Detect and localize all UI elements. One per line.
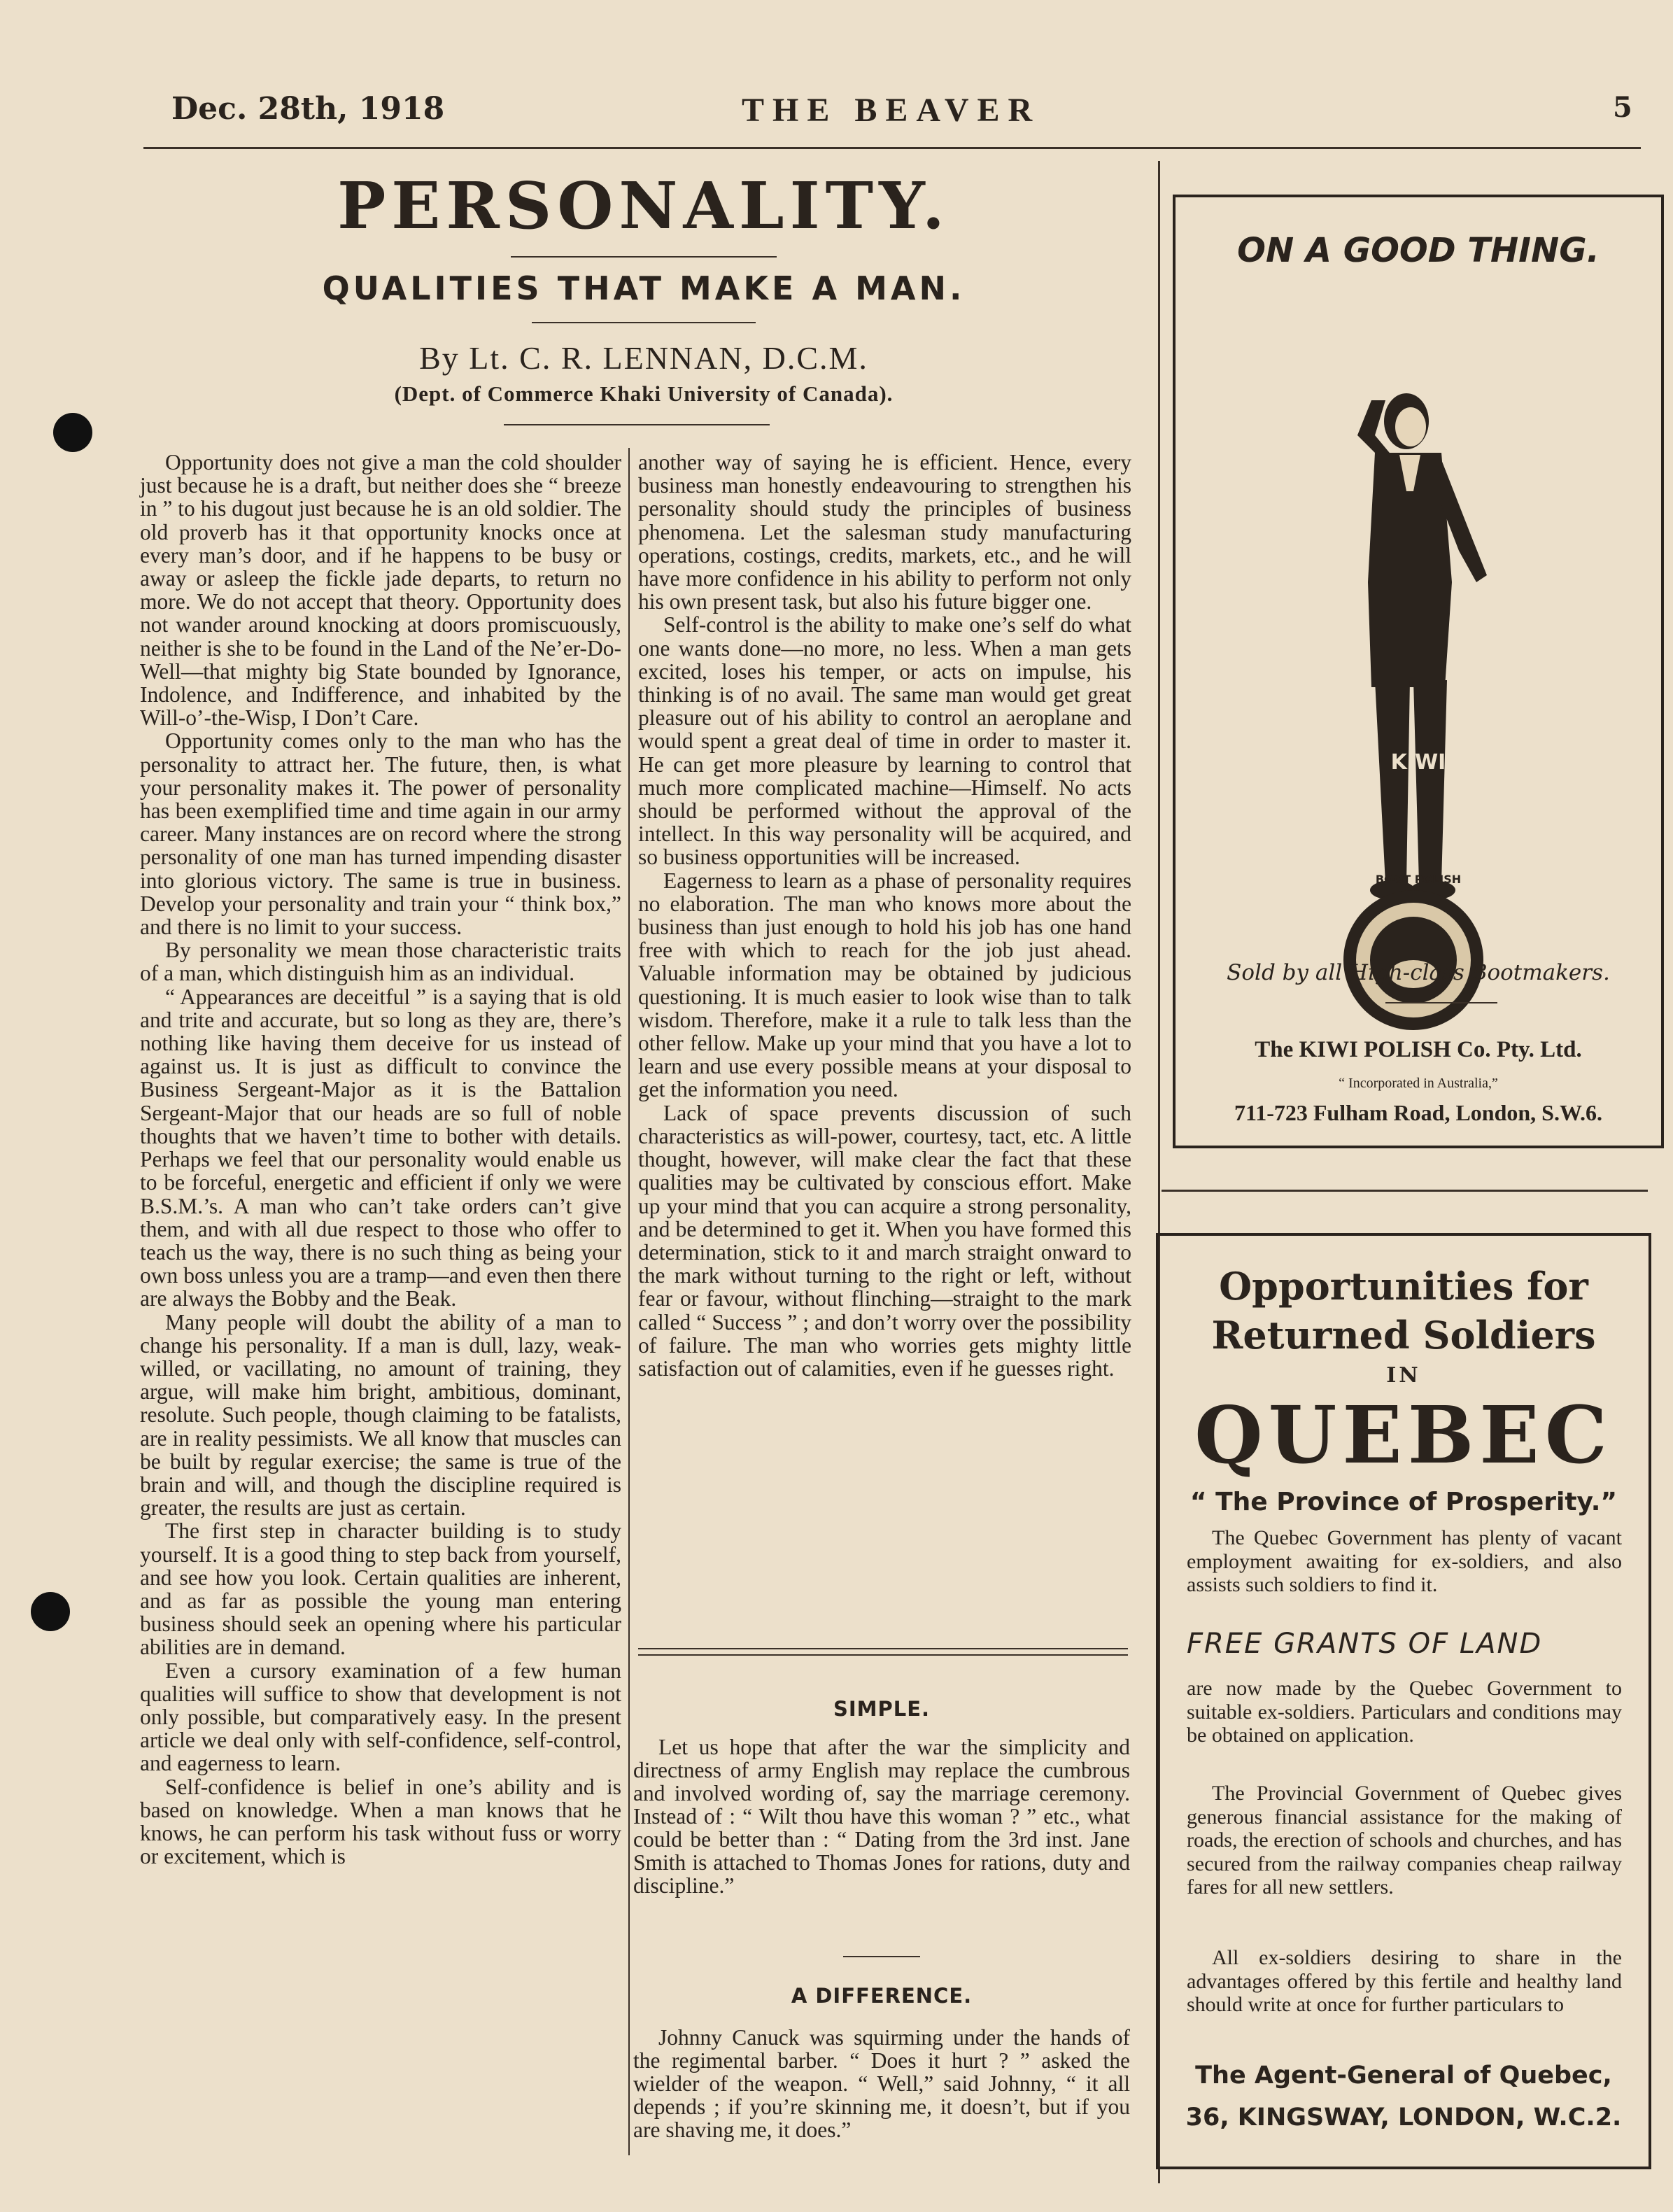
simple-text: Let us hope that after the war the simplicity and directness of army English may replace the cumbrous and involved wording of, say the marriage ceremony. Instead of : “ Wilt thou have this woman ? ” etc., what could be better than : “ Dating from the 3rd inst. Jane Smith is attached to Thomas Jones for rations, duty and discipline.” <box>633 1735 1130 1898</box>
article-subheadline: QUALITIES THAT MAKE A MAN. <box>322 269 966 307</box>
difference-text-block <box>633 2026 1130 2141</box>
article-column-1 <box>140 451 621 1868</box>
ad-kiwi-title: ON A GOOD THING. <box>1237 231 1600 270</box>
ad-quebec-para4: All ex-soldiers desiring to share in the advantages offered by this fertile and healthy land should write at once for further particulars to <box>1187 1946 1622 2016</box>
paragraph: Self-control is the ability to make one’s self do what one wants done—no more, no less. When a man gets excited, loses his temper, or acts on impulse, his thinking is of no avail. The same man would get great pleasure out of his ability to control an aeroplane and would spent a great deal of time in order to master it. He can get more pleasure by learning to control that much more complicated machine—Himself. No acts should be performed without the approval of the intellect. In this way personality will be acquired, and so business opportunities will be increased. <box>638 612 1131 870</box>
ad-kiwi-incorporated: “ Incorporated in Australia,” <box>1339 1076 1498 1091</box>
ad-quebec-agent: The Agent-General of Quebec, <box>1195 2062 1612 2090</box>
kiwi-tin-label-bottom: BOOT POLISH <box>1375 873 1462 886</box>
page-number: 5 <box>1613 91 1632 124</box>
kiwi-advertisement <box>1173 195 1664 1148</box>
man-standing-on-tin-illustration <box>1308 281 1532 1121</box>
ad-quebec-agent-address: 36, KINGSWAY, LONDON, W.C.2. <box>1185 2104 1622 2132</box>
article-headline: PERSONALITY. <box>337 168 950 244</box>
article-column-2 <box>638 451 1131 1380</box>
ad-kiwi-rule <box>1385 1002 1497 1003</box>
paragraph: Opportunity does not give a man the cold shoulder just because he is a draft, but neither does she “ breeze in ” to his dugout just because he is an old soldier. The old proverb has it that opportunity knocks once at every man’s door, and if he happens to be busy or away or asleep the fickle jade departs, to return no more. We do not accept that theory. Opportunity does not wander around knocking at doors promiscuously, neither is she to be found in the Land of the Ne’er-Do-Well—that mighty big State bounded by Ignorance, Indolence, and Indifference, and inhabited by the Will-o’-the-Wisp, I Don’t Care. <box>140 450 621 731</box>
simple-title: SIMPLE. <box>833 1697 931 1721</box>
paragraph: By personality we mean those characteristic traits of a man, which distinguish him as an individual. <box>140 938 621 986</box>
punch-hole <box>31 1592 70 1631</box>
subhead-rule <box>532 322 756 323</box>
ad-kiwi-company: The KIWI POLISH Co. Pty. Ltd. <box>1255 1037 1582 1062</box>
simple-text-block <box>633 1735 1130 1897</box>
quebec-advertisement <box>1156 1233 1651 2169</box>
paragraph: Many people will doubt the ability of a man to change his personality. If a man is dull, lazy, weak-willed, or vacillating, no amount of training, they argue, will make him bright, ambitious, dominant, resolute. Such people, though claiming to be fatalists, are in reality pessimists. We all know that muscles can be built by regular exercise; the same is true of the brain and will, and though the discipline required is greater, the results are just as certain. <box>140 1309 621 1521</box>
ad-kiwi-address: 711-723 Fulham Road, London, S.W.6. <box>1234 1100 1603 1125</box>
paragraph: Even a cursory examination of a few human qualities will suffice to show that development is not only possible, but comparatively easy. In the present article we deal only with self-confidence, self-control, and eagerness to learn. <box>140 1658 621 1776</box>
ad-quebec-line3: IN <box>1386 1363 1421 1388</box>
headline-rule <box>511 256 777 258</box>
section-rule <box>843 1956 920 1957</box>
ad-quebec-heading: QUEBEC <box>1194 1390 1613 1481</box>
paragraph: Self-confidence is belief in one’s ability and is based on knowledge. When a man knows that he knows, he can perform his task without fuss or worry or excitement, which is <box>140 1774 621 1869</box>
paragraph: Eagerness to learn as a phase of personality requires no elaboration. The man who knows more about the business than just enough to hold his job has one hand free with which to reach for the job just ahead. Valuable information may be obtained by judicious questioning. It is much easier to look wise than to talk wisdom. Therefore, make it a rule to talk less than the other fellow. Make up your mind that you have a lot to learn and use every possible means at your disposal to get the information you need. <box>638 868 1131 1102</box>
article-affiliation: (Dept. of Commerce Khaki University of Canada). <box>394 381 894 406</box>
paragraph: Lack of space prevents discussion of such characteristics as will-power, courtesy, tact, etc. A little thought, however, will make clear the fact that these qualities may be cultivated by conscious effort. Make up your mind that you can acquire a strong personality, and be determined to get it. When you have formed this determination, stick to it and march straight onward to the mark without turning to the right or left, without fear or favour, without flinching—straight to the mark called “ Success ” ; and don’t worry over the possibility of failure. The man who worries gets mighty little satisfaction out of calamities, even if he guesses right. <box>638 1100 1131 1381</box>
issue-date: Dec. 28th, 1918 <box>171 91 445 127</box>
punch-hole <box>53 413 92 452</box>
ad-quebec-para3: The Provincial Government of Quebec gives generous financial assistance for the making of roads, the erection of schools and churches, and has secured from the railway companies cheap railway fares for all new settlers. <box>1187 1782 1622 1898</box>
paragraph: The first step in character building is to study yourself. It is a good thing to step back from yourself, and see how you look. Certain qualities are inherent, and as far as possible the young man entering business should seek an opening where his particular abilities are in demand. <box>140 1519 621 1660</box>
ad-quebec-free-grants: FREE GRANTS OF LAND <box>1187 1628 1543 1660</box>
ad-quebec-slogan: “ The Province of Prosperity.” <box>1190 1488 1618 1516</box>
ad-quebec-para1: The Quebec Government has plenty of vacant employment awaiting for ex-soldiers, and also assists such soldiers to find it. <box>1187 1526 1622 1596</box>
ad-separator-rule <box>1162 1190 1648 1192</box>
ad-quebec-line2: Returned Soldiers <box>1211 1313 1596 1358</box>
paragraph: another way of saying he is efficient. Hence, every business man honestly endeavouring to strengthen his personality should study the principles of business phenomena. Let the salesman study manufacturing operations, costings, credits, markets, etc., and he will have more confidence in his ability to perform not only his own present task, but also his future bigger one. <box>638 450 1131 614</box>
paragraph: “ Appearances are deceitful ” is a saying that is old and trite and accurate, but so long as they are, there’s nothing like having them deceive for us instead of against us. It is just as difficult to convince the Business Sergeant-Major as it is the Battalion Sergeant-Major that our heads are so full of noble thoughts that we haven’t time to bother with details. Perhaps we feel that our personality would enable us to be forceful, energetic and efficient if only we were B.S.M.’s. A man who can’t take orders can’t give them, and with all due respect to those who offer to teach us the way, there is no such thing as being your own boss unless you are a tramp—and even then there are always the Bobby and the Beak. <box>140 984 621 1311</box>
paragraph: Opportunity comes only to the man who has the personality to attract her. The future, then, is what your personality makes it. The power of personality has been exemplified time and time again in our army career. Many instances are on record where the strong personality of one man has turned impending disaster into glorious victory. The same is true in business. Develop your personality and train your “ think box,” and there is no limit to your success. <box>140 728 621 940</box>
ad-quebec-line1: Opportunities for <box>1219 1264 1588 1309</box>
ad-quebec-para2: are now made by the Quebec Government to suitable ex-soldiers. Particulars and conditions may be obtained on application. <box>1187 1677 1622 1747</box>
kiwi-tin-label-top: KIWI <box>1390 750 1446 775</box>
difference-title: A DIFFERENCE. <box>791 1984 973 2008</box>
ad-kiwi-sold-by: Sold by all High-class Bootmakers. <box>1227 960 1610 985</box>
article-byline: By Lt. C. R. LENNAN, D.C.M. <box>419 340 868 376</box>
difference-text: Johnny Canuck was squirming under the hands of the regimental barber. “ Does it hurt ? ” asked the wielder of the weapon. “ Well,” said Johnny, “ it all depends ; if you’re skinning me, it doesn’t, but if you are shaving me, it does.” <box>633 2025 1130 2142</box>
column-divider-middle <box>628 448 630 2155</box>
section-double-rule <box>638 1648 1128 1656</box>
header-rule <box>143 147 1641 149</box>
byline-rule <box>504 424 770 425</box>
newspaper-title: THE BEAVER <box>742 92 1041 129</box>
